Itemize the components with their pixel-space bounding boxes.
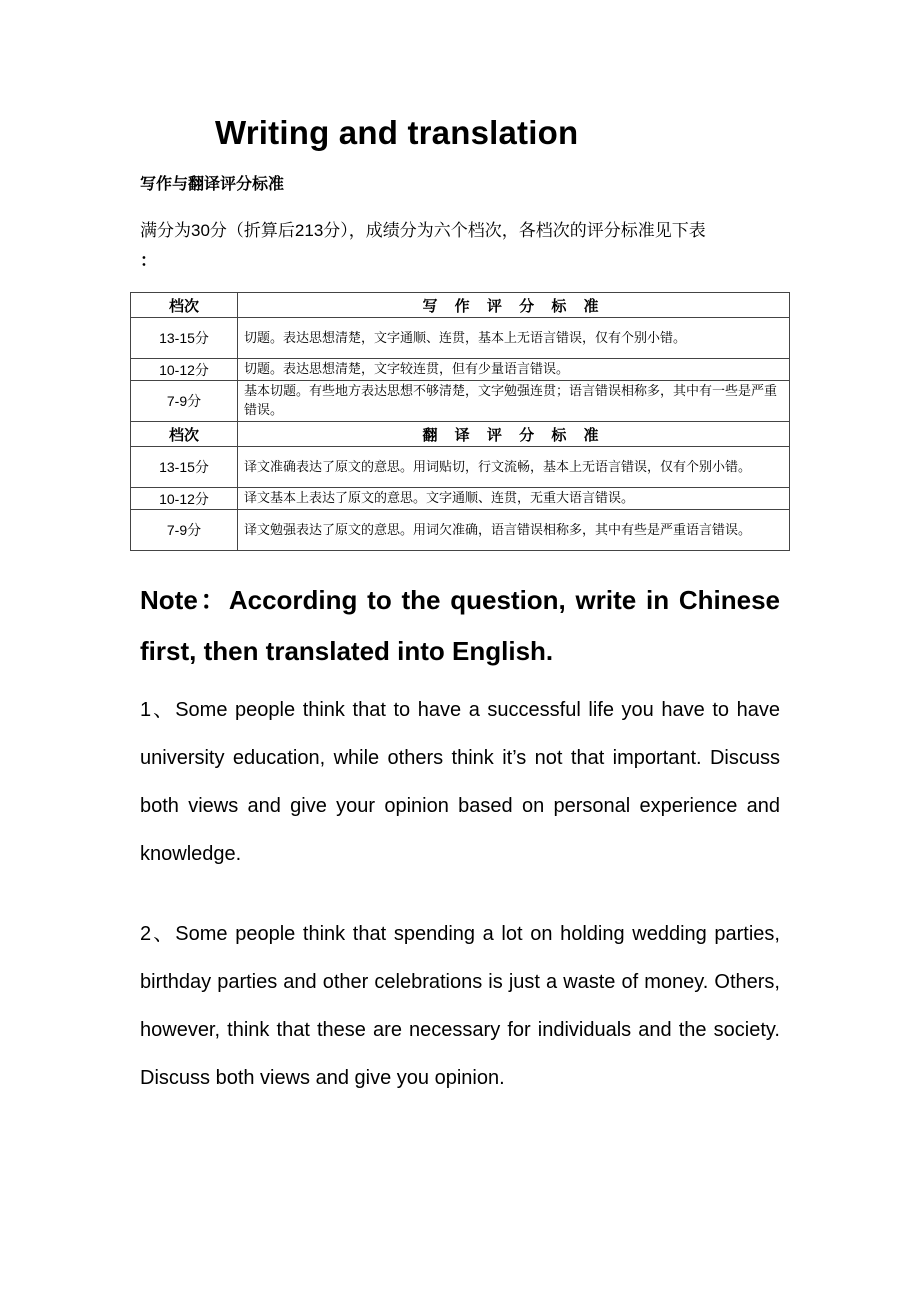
grade-column-header: 档次 — [131, 293, 238, 318]
criteria-cell: 基本切题。有些地方表达思想不够清楚，文字勉强连贯；语言错误相称多，其中有一些是严重错误。 — [238, 381, 790, 422]
criteria-cell: 切题。表达思想清楚，文字较连贯，但有少量语言错误。 — [238, 359, 790, 381]
grade-cell: 7-9分 — [131, 381, 238, 422]
criteria-cell: 译文勉强表达了原文的意思。用词欠准确，语言错误相称多，其中有些是严重语言错误。 — [238, 510, 790, 551]
intro-paragraph — [140, 210, 780, 274]
writing-criteria-header: 写 作 评 分 标 准 — [238, 293, 790, 318]
instruction-note: Note：According to the question, write in Chinese first, then translated into English. — [140, 585, 780, 666]
writing-header-row — [131, 293, 790, 318]
criteria-cell: 切题。表达思想清楚，文字通顺、连贯，基本上无语言错误，仅有个别小错。 — [238, 318, 790, 359]
grade-column-header: 档次 — [131, 422, 238, 447]
table-row — [131, 359, 790, 381]
criteria-cell: 译文准确表达了原文的意思。用词贴切，行文流畅，基本上无语言错误，仅有个别小错。 — [238, 447, 790, 488]
criteria-cell: 译文基本上表达了原文的意思。文字通顺、连贯，无重大语言错误。 — [238, 488, 790, 510]
translation-header-row — [131, 422, 790, 447]
table-row — [131, 488, 790, 510]
intro-text: 满分为30分（折算后213分），成绩分为六个档次，各档次的评分标准见下表 — [140, 221, 706, 240]
grade-cell: 7-9分 — [131, 510, 238, 551]
section-subtitle: 写作与翻译评分标准 — [140, 176, 285, 193]
grade-cell: 10-12分 — [131, 488, 238, 510]
essay-question-2: 2、Some people think that spending a lot on holding wedding parties, birthday parties and other celebrations is just a waste of money. Others, however, think that these are necessary for individuals and the society. Discuss both views and give you opinion. — [140, 923, 780, 1089]
grade-cell: 13-15分 — [131, 318, 238, 359]
grade-cell: 10-12分 — [131, 359, 238, 381]
translation-criteria-header: 翻 译 评 分 标 准 — [238, 422, 790, 447]
essay-question-1: 1、Some people think that to have a successful life you have to have university education, while others think it’s not that important. Discuss both views and give your opinion based on personal experience and knowledge. — [140, 699, 780, 865]
scoring-rubric-table — [130, 292, 790, 551]
grade-cell: 13-15分 — [131, 447, 238, 488]
page-title: Writing and translation — [215, 114, 579, 151]
table-row — [131, 381, 790, 422]
table-row — [131, 447, 790, 488]
intro-colon: ： — [140, 251, 157, 270]
table-row — [131, 510, 790, 551]
table-row — [131, 318, 790, 359]
